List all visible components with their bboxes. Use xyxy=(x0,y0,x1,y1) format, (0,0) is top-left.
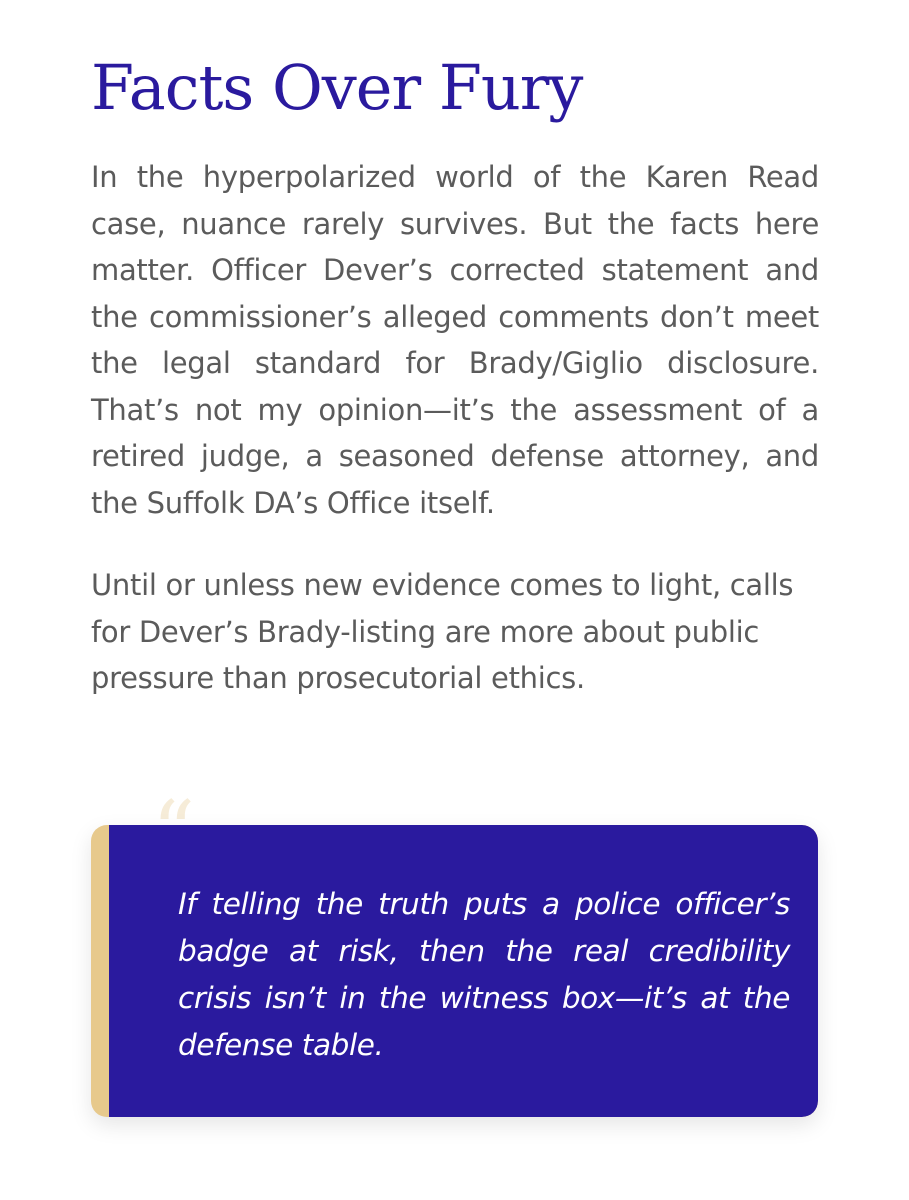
pullquote-panel xyxy=(109,825,818,1117)
article-paragraph: Until or unless new evidence comes to light, calls for Dever’s Brady-listing are more about public pressure than prosecutorial ethics. xyxy=(91,568,794,695)
pullquote-text: If telling the truth puts a police officer’s badge at risk, then the real credibility crisis isn’t in the witness box—it’s at the defense table. xyxy=(178,887,790,1062)
article-title: Facts Over Fury xyxy=(91,51,583,124)
article-paragraph: In the hyperpolarized world of the Karen Read case, nuance rarely survives. But the facts here matter. Officer Dever’s corrected statement and the commissioner’s alleged comments don’t meet the legal standard for Brady/Giglio disclosure. That’s not my opinion—it’s the assessment of a retired judge, a seasoned defense attorney, and the Suffolk DA’s Office itself. xyxy=(91,160,819,520)
article xyxy=(91,48,819,702)
pullquote xyxy=(91,825,818,1117)
